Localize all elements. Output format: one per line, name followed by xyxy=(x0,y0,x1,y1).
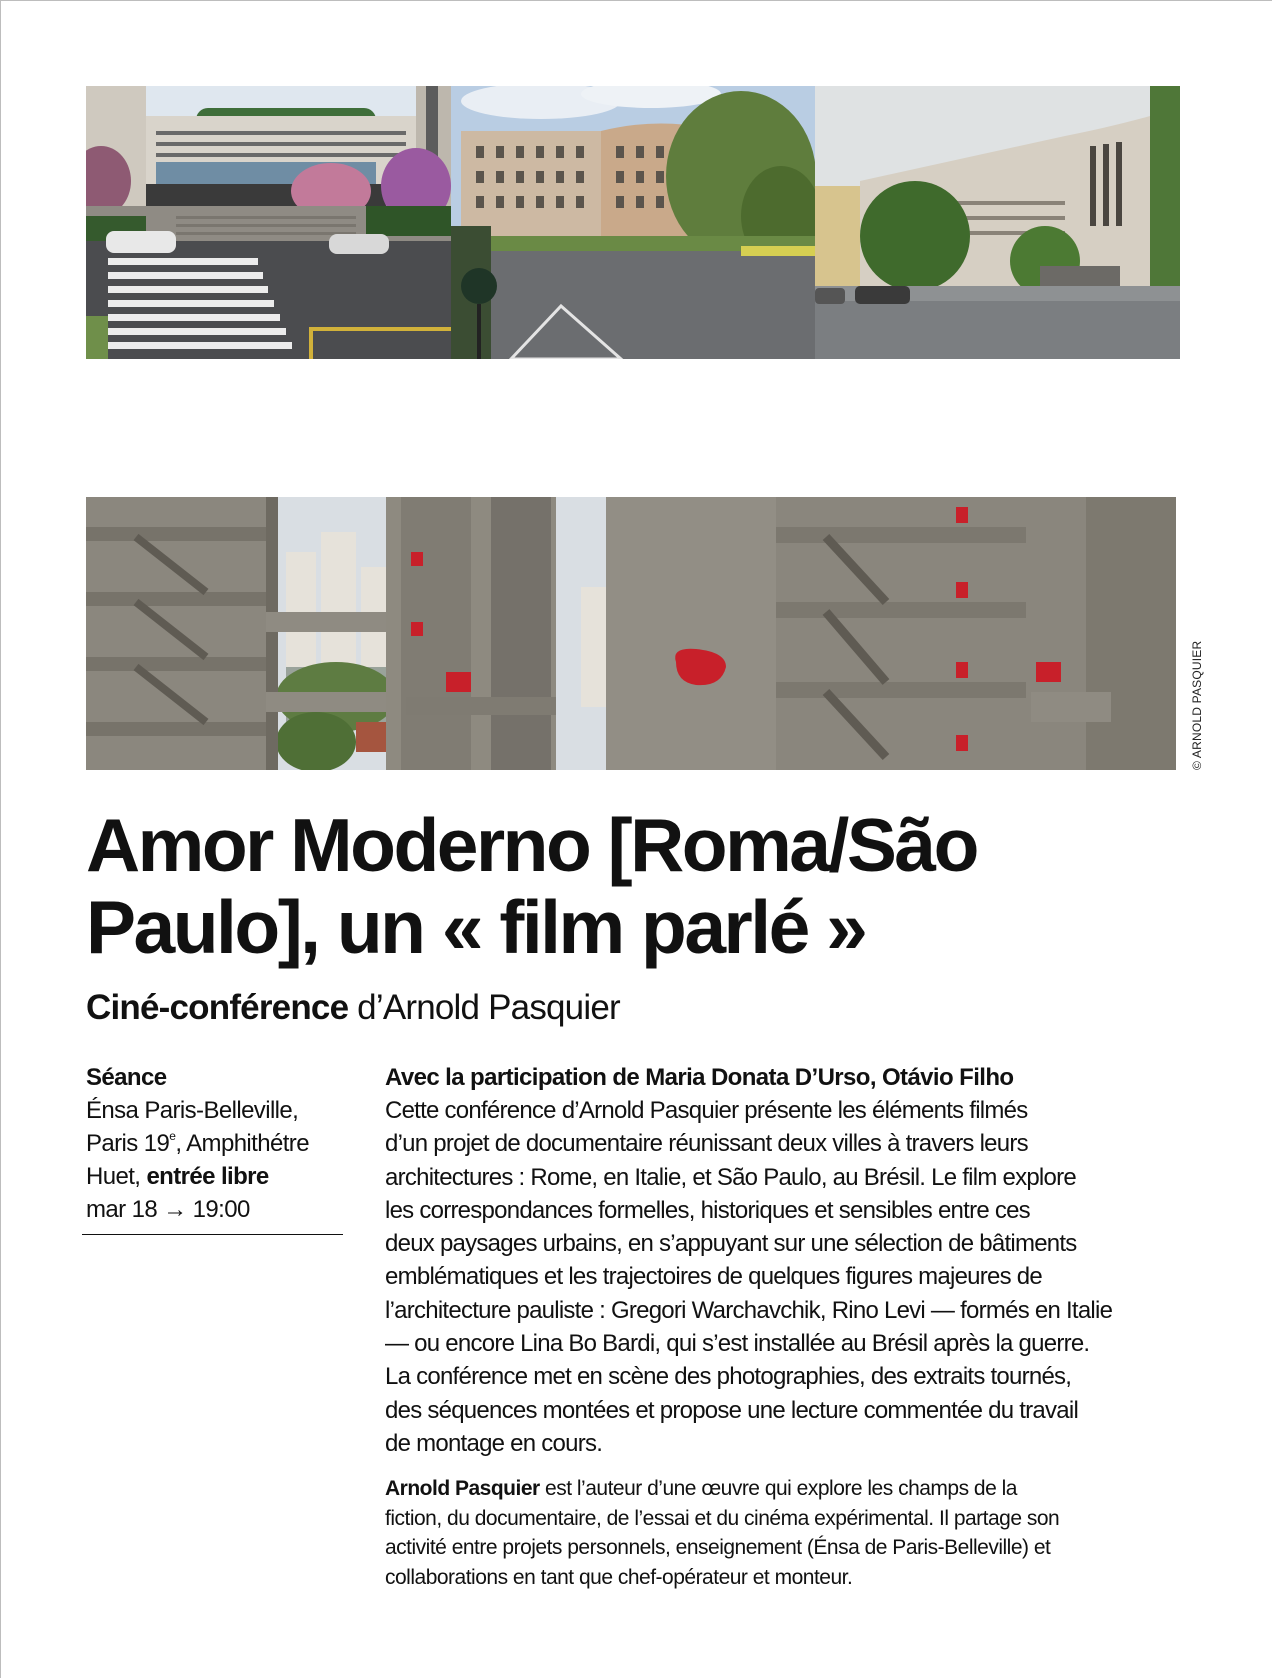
session-city: Paris 19 xyxy=(86,1130,170,1157)
session-info xyxy=(86,1061,341,1226)
description-line: deux paysages urbains, en s’appuyant sur une sélection de bâtiments xyxy=(385,1230,1077,1258)
author-bio xyxy=(385,1474,1185,1592)
description-line: d’un projet de documentaire réunissant deux villes à travers leurs xyxy=(385,1130,1028,1158)
description-line: architectures : Rome, en Italie, et São Paulo, au Brésil. Le film explore xyxy=(385,1163,1076,1191)
session-venue: Énsa Paris-Belleville, xyxy=(86,1097,299,1124)
session-room: , Amphithétre xyxy=(175,1130,309,1157)
description-line: des séquences montées et propose une lecture commentée du travail xyxy=(385,1396,1079,1424)
page-title xyxy=(86,804,1186,968)
title-line-2: Paulo], un « film parlé » xyxy=(86,885,866,969)
description-line: l’architecture pauliste : Gregori Warchavchik, Rino Levi — formés en Italie xyxy=(385,1296,1113,1324)
title-line-1: Amor Moderno [Roma/São xyxy=(86,803,977,887)
session-room-2: Huet, xyxy=(86,1163,147,1190)
bio-line: collaborations en tant que chef-opérateur et monteur. xyxy=(385,1565,853,1589)
description-line: de montage en cours. xyxy=(385,1429,603,1457)
description-line: Cette conférence d’Arnold Pasquier présente les éléments filmés xyxy=(385,1097,1028,1124)
rome-building-photo xyxy=(86,86,451,359)
photo-credit: © ARNOLD PASQUIER xyxy=(1190,640,1204,770)
bio-line: fiction, du documentaire, de l’essai et du cinéma expérimental. Il partage son xyxy=(385,1506,1060,1530)
description-line: La conférence met en scène des photographies, des extraits tournés, xyxy=(385,1363,1072,1391)
subtitle xyxy=(86,987,620,1029)
bio-line xyxy=(385,1474,1185,1504)
rome-corner-building-photo xyxy=(451,86,815,359)
bio-line: activité entre projets personnels, enseignement (Énsa de Paris-Belleville) et xyxy=(385,1536,1051,1560)
description-line: emblématiques et les trajectoires de quelques figures majeures de xyxy=(385,1263,1042,1291)
bio-name: Arnold Pasquier xyxy=(385,1477,540,1501)
session-divider xyxy=(82,1234,343,1235)
description xyxy=(385,1094,1185,1460)
session-entry: entrée libre xyxy=(146,1163,269,1190)
bio-line-1: est l’auteur d’une œuvre qui explore les champs de la xyxy=(539,1477,1017,1501)
main-text xyxy=(385,1061,1185,1592)
top-photo-strip xyxy=(86,86,1180,359)
description-line: les correspondances formelles, historiques et sensibles entre ces xyxy=(385,1196,1030,1224)
session-date: mar 18 → 19:00 xyxy=(86,1196,250,1223)
session-city-sup: e xyxy=(169,1129,176,1143)
subtitle-event-type: Ciné-conférence xyxy=(86,988,349,1027)
session-room-entry xyxy=(86,1160,341,1193)
session-city-room xyxy=(86,1127,341,1160)
description-line: — ou encore Lina Bo Bardi, qui s’est installée au Brésil après la guerre. xyxy=(385,1330,1090,1358)
subtitle-author: d’Arnold Pasquier xyxy=(348,988,620,1027)
concrete-towers-photo xyxy=(86,497,1176,770)
participants-heading: Avec la participation de Maria Donata D’Urso, Otávio Filho xyxy=(385,1064,1014,1091)
session-label: Séance xyxy=(86,1064,167,1091)
sao-paulo-curved-building-photo xyxy=(815,86,1180,359)
concrete-towers-illustration xyxy=(86,497,1176,770)
